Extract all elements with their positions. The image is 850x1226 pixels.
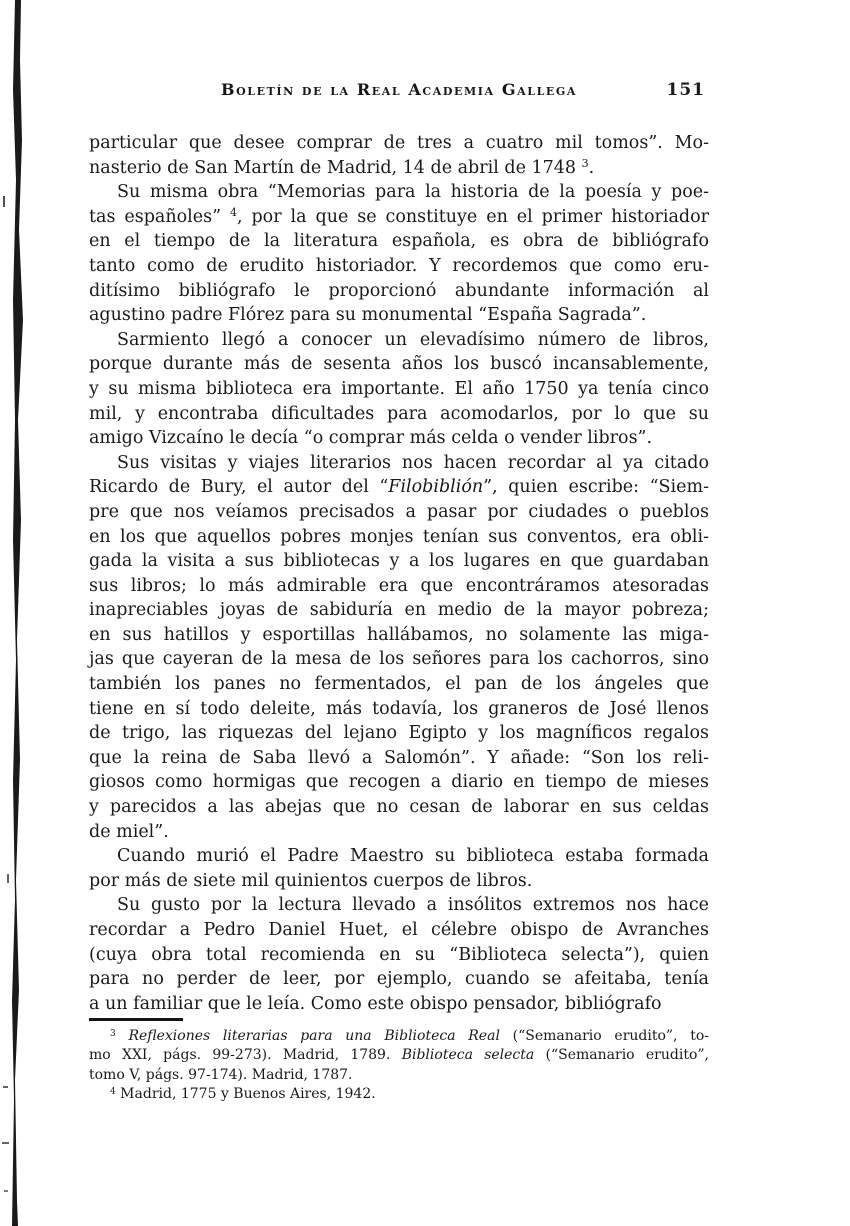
- text-run: gada la visita a sus bibliotecas y a los lugares en que guardaban: [89, 551, 709, 572]
- text-run: para no perder de leer, por ejemplo, cuando se afeitaba, tenía: [89, 969, 709, 990]
- text-line: [89, 746, 709, 771]
- text-line: [89, 672, 709, 697]
- text-run: mo XXI, págs. 99-273). Madrid, 1789.: [89, 1047, 402, 1064]
- text-run: (cuya obra total recomienda en su “Biblioteca selecta”), quien: [89, 944, 709, 965]
- text-run: mil, y encontraba dificultades para acomodarlos, por lo que su: [89, 403, 709, 424]
- text-run: tomo V, págs. 97-174). Madrid, 1787.: [89, 1066, 353, 1083]
- footnote: [89, 1085, 709, 1104]
- text-line: [89, 205, 709, 230]
- text-run: Cuando murió el Padre Maestro su biblioteca estaba formada: [117, 846, 709, 867]
- text-run: , por la que se constituye en el primer historiador: [236, 206, 710, 227]
- text-run: Sarmiento llegó a conocer un elevadísimo número de libros,: [117, 329, 709, 350]
- superscript-marker: 4: [110, 1087, 116, 1098]
- text-line: [89, 967, 709, 992]
- paragraph: [89, 180, 709, 328]
- text-run: también los panes no fermentados, el pan de los ángeles que: [89, 674, 709, 695]
- superscript-marker: 3: [581, 156, 589, 170]
- text-line: [89, 254, 709, 279]
- text-run: (“Semanario erudito”, to-: [499, 1028, 710, 1044]
- text-run: Sus visitas y viajes literarios nos hacen recordar al ya citado: [117, 452, 709, 473]
- text-line: [89, 475, 709, 500]
- text-run: Ricardo de Bury, el autor del “: [89, 477, 389, 498]
- text-line: [89, 1027, 709, 1046]
- text-line: [89, 377, 709, 402]
- text-line: [89, 820, 709, 845]
- italic-text: Biblioteca selecta: [401, 1047, 535, 1064]
- text-line: [89, 328, 709, 353]
- text-line: [89, 598, 709, 623]
- text-run: Madrid, 1775 y Buenos Aires, 1942.: [115, 1086, 376, 1103]
- footnote-separator: [89, 1018, 183, 1021]
- text-run: recordar a Pedro Daniel Huet, el célebre obispo de Avranches: [89, 920, 709, 940]
- text-run: en los que aquellos pobres monjes tenían sus conventos, era obli-: [89, 526, 709, 547]
- text-line: [89, 180, 709, 205]
- text-line: [89, 918, 709, 943]
- text-run: tiene en sí todo deleite, más todavía, los graneros de José llenos: [89, 698, 709, 719]
- text-line: [89, 229, 709, 254]
- text-line: [89, 869, 709, 894]
- paragraph: [89, 328, 709, 451]
- italic-text: Filobiblión: [388, 477, 484, 498]
- text-line: [89, 131, 709, 156]
- text-line: [89, 279, 709, 304]
- text-run: (“Semanario erudito”,: [534, 1047, 709, 1064]
- text-line: [89, 574, 709, 599]
- text-line: [89, 795, 709, 820]
- text-line: [89, 721, 709, 746]
- text-run: Su gusto por la lectura llevado a insólitos extremos nos hace: [117, 895, 709, 916]
- text-line: [89, 992, 709, 1017]
- text-line: [89, 426, 709, 451]
- paragraph: [89, 131, 709, 180]
- text-run: en sus hatillos y esportillas hallábamos, no solamente las miga-: [89, 624, 709, 645]
- text-line: [89, 352, 709, 377]
- text-run: a un familiar que le leía. Como este obispo pensador, bibliógrafo: [89, 993, 662, 1014]
- footnote: [89, 1027, 709, 1085]
- text-run: agustino padre Flórez para su monumental “España Sagrada”.: [89, 305, 647, 326]
- text-run: pre que nos veíamos precisados a pasar por ciudades o pueblos: [89, 501, 709, 522]
- text-run: jas que cayeran de la mesa de los señores para los cachorros, sino: [89, 649, 709, 670]
- superscript-marker: 4: [229, 205, 237, 219]
- text-run: amigo Vizcaíno le decía “o comprar más celda o vender libros”.: [89, 428, 653, 449]
- text-line: [89, 943, 709, 968]
- text-run: inapreciables joyas de sabiduría en medio de la mayor pobreza;: [89, 600, 709, 621]
- text-line: [89, 1046, 709, 1065]
- text-line: [89, 1085, 709, 1104]
- text-run: sus libros; lo más admirable era que encontráramos atesoradas: [89, 575, 709, 596]
- text-run: ”, quien escribe: “Siem-: [483, 477, 709, 498]
- superscript-marker: 3: [110, 1029, 116, 1039]
- text-line: [89, 525, 709, 550]
- text-run: ditísimo bibliógrafo le proporcionó abundante información al: [89, 280, 709, 301]
- text-run: [116, 1028, 129, 1044]
- text-line: [89, 647, 709, 672]
- text-run: por más de siete mil quinientos cuerpos de libros.: [89, 870, 533, 891]
- text-line: [89, 1066, 709, 1085]
- text-run: nasterio de San Martín de Madrid, 14 de abril de 1748: [89, 157, 582, 178]
- page-body-text: [89, 131, 709, 1016]
- italic-text: Reflexiones literarias para una Biblioteca Real: [128, 1028, 500, 1044]
- text-line: [89, 893, 709, 918]
- text-run: .: [588, 157, 595, 178]
- text-run: tas españoles”: [89, 206, 230, 227]
- text-line: [89, 402, 709, 427]
- page-number: 151: [666, 80, 705, 100]
- text-line: [89, 697, 709, 722]
- footnotes: [89, 1027, 709, 1105]
- binding-shadow-artifact: [0, 0, 30, 1226]
- text-run: y su misma biblioteca era importante. El año 1750 ya tenía cinco: [89, 378, 709, 399]
- text-run: tanto como de erudito historiador. Y recordemos que como eru-: [89, 255, 709, 276]
- text-line: [89, 549, 709, 574]
- text-run: de trigo, las riquezas del lejano Egipto y los magníficos regalos: [89, 723, 709, 744]
- text-run: giosos como hormigas que recogen a diario en tiempo de mieses: [89, 772, 709, 793]
- text-run: y parecidos a las abejas que no cesan de laborar en sus celdas: [89, 797, 709, 818]
- text-run: porque durante más de sesenta años los buscó incansablemente,: [89, 354, 709, 375]
- journal-title: Boletín de la Real Academia Gallega: [220, 80, 578, 99]
- paragraph: [89, 893, 709, 1016]
- text-line: [89, 500, 709, 525]
- text-line: [89, 770, 709, 795]
- text-line: [89, 844, 709, 869]
- text-run: de miel”.: [89, 821, 169, 842]
- text-run: Su misma obra “Memorias para la historia de la poesía y poe-: [117, 182, 709, 203]
- text-line: [89, 451, 709, 476]
- running-header: [89, 80, 709, 104]
- text-run: en el tiempo de la literatura española, es obra de bibliógrafo: [89, 231, 709, 252]
- text-line: [89, 303, 709, 328]
- paragraph: [89, 844, 709, 893]
- text-run: que la reina de Saba llevó a Salomón”. Y añade: “Son los reli-: [89, 747, 709, 768]
- text-line: [89, 623, 709, 648]
- paragraph: [89, 451, 709, 845]
- text-line: [89, 156, 709, 181]
- text-run: particular que desee comprar de tres a cuatro mil tomos”. Mo-: [89, 133, 709, 153]
